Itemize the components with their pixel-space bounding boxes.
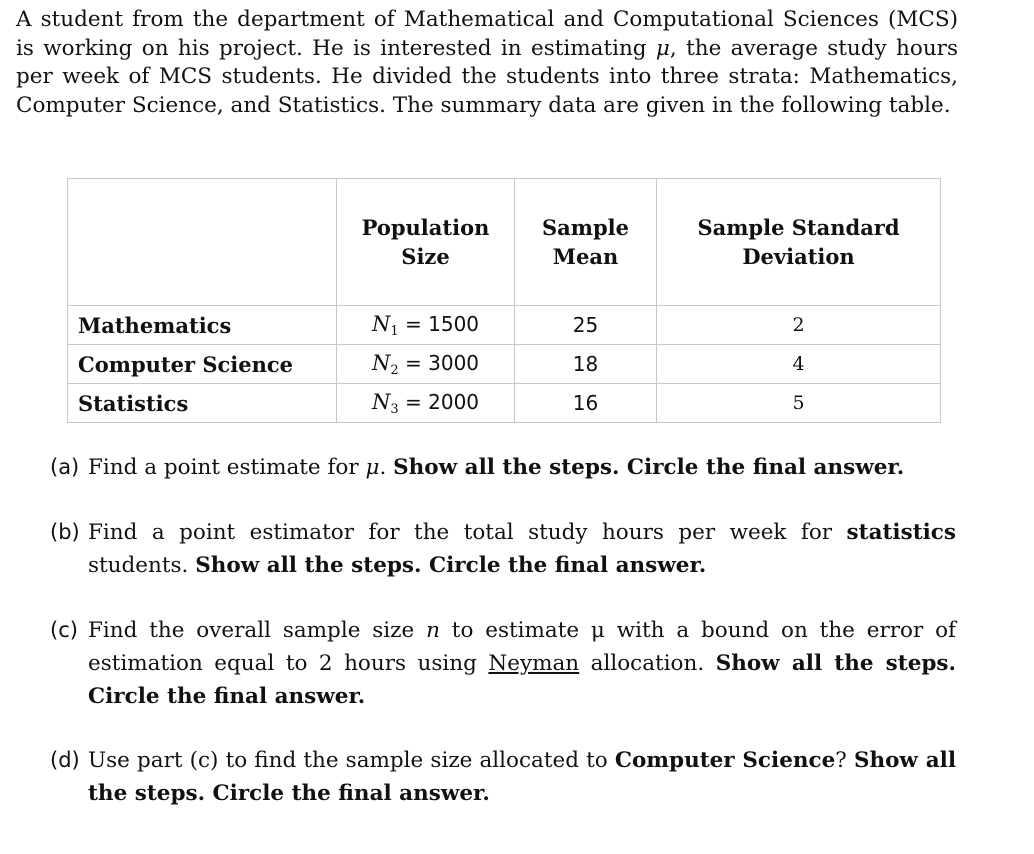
question-c-text-2: to estimate μ with a bound on the error of estimation equal to 2 hours using: [88, 618, 956, 676]
neyman-term: Neyman: [488, 651, 580, 676]
sample-mean: 25: [515, 306, 657, 345]
intro-text-start: A student from the department of Mathematical and Computational Sciences (MCS) is working on his project. He is interested in estimating: [16, 7, 958, 61]
mu-symbol: μ: [655, 35, 670, 61]
question-d-text: Use part (c) to find the sample size allocated to: [88, 748, 615, 773]
question-text: [50, 744, 956, 810]
mu-symbol: μ: [365, 455, 380, 480]
n-symbol: N: [371, 311, 391, 336]
sample-mean: 18: [515, 345, 657, 384]
question-label: (d): [50, 748, 80, 772]
n-subscript: 2: [390, 362, 399, 378]
question-text: [50, 516, 956, 582]
question-d-instructions: Show all the steps. Circle the final answer.: [88, 748, 956, 806]
header-sample-mean-label: Sample Mean: [541, 215, 629, 269]
n-value: = 1500: [398, 311, 480, 336]
header-sample-sd-label: Sample Standard Deviation: [697, 215, 900, 269]
population-size: [337, 345, 515, 384]
header-sample-mean: [515, 179, 657, 306]
table-header-row: [68, 179, 941, 306]
table-row: [68, 345, 941, 384]
question-a-text: Find a point estimate for: [88, 455, 366, 480]
n-symbol: N: [371, 389, 391, 414]
question-a: [50, 451, 956, 484]
sample-sd: 5: [657, 384, 941, 423]
question-a-period: .: [379, 455, 394, 480]
sample-sd: 2: [657, 306, 941, 345]
question-c-text-3: allocation.: [579, 651, 716, 676]
question-label: (c): [50, 618, 78, 642]
question-text: [50, 451, 956, 484]
question-d: [50, 744, 956, 810]
population-size: [337, 384, 515, 423]
n-subscript: 1: [390, 323, 399, 339]
population-size: [337, 306, 515, 345]
question-c-text: Find the overall sample size: [88, 618, 427, 643]
question-b: [50, 516, 956, 582]
question-label: (b): [50, 520, 80, 544]
intro-text-end: , the average study hours per week of MCS students. He divided the students into three strata: Mathematics, Computer Science, and Statistics. The summary data are given in the following table.: [16, 35, 958, 118]
n-symbol: n: [426, 618, 440, 643]
summary-data-table: [67, 178, 941, 423]
question-label: (a): [50, 455, 80, 479]
question-b-text: Find a point estimator for the total study hours per week for: [88, 520, 847, 545]
n-value: = 3000: [398, 350, 480, 375]
question-b-stratum: statistics: [846, 520, 956, 545]
header-population-size: [337, 179, 515, 306]
sample-sd: 4: [657, 345, 941, 384]
question-b-text-2: students.: [88, 553, 196, 578]
table-row: [68, 306, 941, 345]
stratum-name: Mathematics: [68, 306, 337, 345]
question-text: [50, 614, 956, 713]
table-row: [68, 384, 941, 423]
question-b-instructions: Show all the steps. Circle the final answer.: [195, 553, 707, 578]
problem-intro: [16, 6, 958, 120]
n-value: = 2000: [398, 389, 480, 414]
sample-mean: 16: [515, 384, 657, 423]
header-stratum: [68, 179, 337, 306]
n-symbol: N: [371, 350, 391, 375]
stratum-name: Statistics: [68, 384, 337, 423]
question-d-stratum: Computer Science: [614, 748, 836, 773]
question-d-text-2: ?: [835, 748, 854, 773]
question-a-instructions: Show all the steps. Circle the final answer.: [393, 455, 905, 480]
header-population-size-label: Population Size: [361, 215, 490, 269]
stratum-name: Computer Science: [68, 345, 337, 384]
n-subscript: 3: [390, 401, 399, 417]
header-sample-sd: [657, 179, 941, 306]
question-c: [50, 614, 956, 713]
question-c-instructions: Show all the steps. Circle the final answer.: [88, 651, 956, 709]
